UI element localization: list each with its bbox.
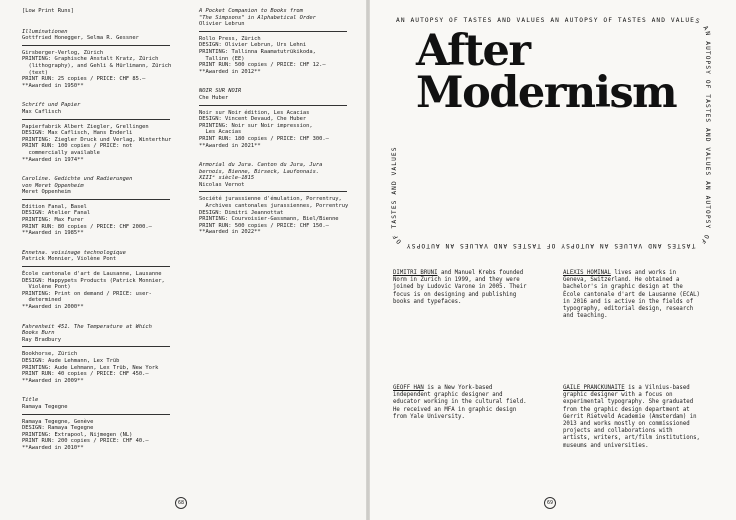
bio-3	[393, 385, 530, 421]
bio-1	[393, 270, 530, 306]
book-title-line: von Meret Oppenheim	[22, 182, 84, 189]
book-detail-line: École cantonale d'art de Lausanne, Lausanne	[22, 271, 162, 278]
book-title-line: Ennetna. voisinage technologique	[22, 249, 126, 256]
book-detail-line: PRINTING: Print on demand / PRICE: user-	[22, 290, 152, 297]
book-detail-line: Tallinn (EE)	[199, 55, 245, 62]
bio-name: GEOFF HAN	[393, 385, 424, 391]
bio-2	[563, 270, 700, 320]
book-detail-line: **Awarded in 2009**	[22, 377, 84, 384]
book-detail-line: (lithography), and Gehli & Hürlimann, Zürich	[22, 62, 172, 69]
page-title	[416, 26, 677, 118]
entry-divider	[22, 199, 170, 200]
entry-divider	[199, 191, 347, 192]
book-detail-line: DESIGN: Dimitri Jeannottat	[199, 209, 284, 216]
book-detail-line: DESIGN: Aude Lehmann, Lex Trüb	[22, 357, 120, 364]
entry-divider	[22, 266, 170, 267]
book-title-line: bernois, Bienne, Birseck, Laufonnais.	[199, 168, 320, 175]
book-entry	[22, 324, 172, 385]
book-detail-line: (text)	[22, 69, 48, 76]
entry-list-1	[22, 29, 172, 452]
book-detail-line: DESIGN: Atelier Fanal	[22, 210, 91, 217]
book-detail-line: determined	[22, 297, 61, 304]
book-detail-line: **Awarded in 1985**	[22, 230, 84, 237]
entry-divider	[22, 119, 170, 120]
bio-text: and Manuel Krebs founded Norm in Zurich in 1999, and they were joined by Ludovic Varone in 2005. Their focus is on designing and publishing books and typefaces.	[393, 270, 527, 305]
book-detail-line: PRINT RUN: 40 copies / PRICE: CHF 450.–	[22, 371, 149, 378]
book-detail-line: Noir sur Noir édition, Les Acacias	[199, 109, 310, 116]
book-author: Patrick Monnier, Violène Pont	[22, 256, 117, 263]
book-entry	[22, 102, 172, 163]
entry-divider	[22, 45, 170, 46]
page-number-right: 69	[544, 497, 556, 509]
book-detail-line: DESIGN: Olivier Lebrun, Urs Lehni	[199, 42, 307, 49]
book-detail-line: PRINTING: Graphische Anstalt Kratz, Zürich	[22, 56, 159, 63]
book-detail-line: PRINTING: Max Furer	[22, 217, 84, 224]
book-detail-line: Violène Pont)	[22, 284, 71, 291]
book-entry	[22, 176, 172, 237]
book-detail-line: DESIGN: Happypets Products (Patrick Monnier,	[22, 277, 165, 284]
bio-text: lives and works in Geneva, Switzerland. He obtained a bachelor's in graphic design at the École cantonale d'art de Lausanne (ECAL) in 2016 and is active in the fields of typography, editorial design, research and teaching.	[563, 270, 700, 320]
book-detail-line: PRINTING: Courvoisier-Gassmann, Biel/Bienne	[199, 216, 339, 223]
book-title-line: Schrift und Papier	[22, 102, 81, 109]
book-author: Meret Oppenheim	[22, 189, 71, 196]
book-detail-line: Archives cantonales jurassiennes, Porrentruy	[199, 203, 349, 210]
bio-text: is a Vilnius-based graphic designer with a focus on experimental typography. She graduated from the graphic design department at Gerrit Rietveld Academie (Amsterdam) in 2013 and works mostly on commissioned projects and collaborations with artists, writers, art/film institutions, museums and universities.	[563, 385, 700, 449]
left-column-2	[199, 8, 349, 249]
book-detail-line: Ramaya Tegegne, Genève	[22, 418, 94, 425]
entry-list-2	[199, 8, 349, 236]
right-page	[370, 0, 736, 520]
left-page	[0, 0, 366, 520]
book-author: Che Huber	[199, 94, 229, 101]
book-detail-line: PRINTING: Aude Lehmann, Lex Trüb, New York	[22, 364, 159, 371]
title-line-1: After	[416, 26, 530, 76]
entry-divider	[22, 414, 170, 415]
entry-divider	[199, 105, 347, 106]
book-detail-line: PRINT RUN: 180 copies / PRICE: CHF 300.–	[199, 135, 329, 142]
book-detail-line: **Awarded in 2022**	[199, 229, 261, 236]
book-author: Ray Bradbury	[22, 336, 61, 343]
book-title-line: Armorial du Jura. Canton du Jura, Jura	[199, 162, 323, 169]
page-number-left: 68	[175, 497, 187, 509]
book-detail-line: PRINTING: Tallinna Raamatutrükikoda,	[199, 48, 316, 55]
book-title-line: Title	[22, 397, 39, 404]
left-column-1	[22, 8, 172, 465]
book-detail-line: Bookhorse, Zürich	[22, 351, 78, 358]
book-detail-line: Les Acacias	[199, 129, 242, 136]
book-detail-line: PRINTING: Ziegler Druck und Verlag, Winterthur	[22, 136, 172, 143]
book-detail-line: PRINT RUN: 500 copies / PRICE: CHF 150.–	[199, 222, 329, 229]
book-entry	[199, 162, 349, 236]
book-detail-line: **Awarded in 2010**	[22, 444, 84, 451]
book-title-line: Fahrenheit 451. The Temperature at Which	[22, 323, 152, 330]
book-title-line: A Pocket Companion to Books from	[199, 8, 303, 14]
book-detail-line: PRINT RUN: 25 copies / PRICE: CHF 85.–	[22, 76, 146, 83]
book-detail-line: PRINT RUN: 100 copies / PRICE: not	[22, 143, 133, 150]
book-entry	[199, 88, 349, 149]
book-title-line: XIIIᵉ siècle–1815	[199, 175, 255, 182]
book-detail-line: **Awarded in 1950**	[22, 82, 84, 89]
book-author: Nicolas Vernot	[199, 181, 245, 188]
book-detail-line: PRINT RUN: 80 copies / PRICE: CHF 2000.–	[22, 223, 152, 230]
book-detail-line: commercially available	[22, 149, 100, 156]
book-detail-line: **Awarded in 2012**	[199, 68, 261, 75]
book-author: Max Caflisch	[22, 108, 61, 115]
book-author: Olivier Lebrun	[199, 21, 245, 28]
book-entry	[22, 250, 172, 311]
entry-divider	[199, 31, 347, 32]
book-title-line: Illuminationen	[22, 28, 68, 35]
book-detail-line: Papierfabrik Albert Ziegler, Grellingen	[22, 123, 149, 130]
book-detail-line: PRINT RUN: 500 copies / PRICE: CHF 12.–	[199, 62, 326, 69]
book-detail-line: DESIGN: Max Caflisch, Hans Enderli	[22, 130, 133, 137]
book-entry	[22, 397, 172, 451]
book-detail-line: PRINTING: Noir sur Noir impression,	[199, 122, 313, 129]
book-detail-line: **Awarded in 2000**	[22, 304, 84, 310]
book-detail-line: DESIGN: Vincent Devaud, Che Huber	[199, 116, 307, 123]
book-author: Gottfried Honegger, Selma R. Gessner	[22, 35, 139, 42]
book-detail-line: **Awarded in 1974**	[22, 156, 84, 163]
book-entry	[22, 29, 172, 90]
book-title-line: "The Simpsons" in Alphabetical Order	[199, 14, 316, 21]
section-header: [Low Print Runs]	[22, 8, 74, 14]
book-detail-line: Rollo Press, Zürich	[199, 35, 261, 42]
bio-name: DIMITRI BRUNI	[393, 270, 438, 276]
book-title-line: Books Burn	[22, 330, 55, 337]
book-detail-line: Société jurassienne d'émulation, Porrentruy,	[199, 196, 342, 203]
bio-text: is a New York-based independent graphic designer and educator working in the cultural field. He received an MFA in graphic design from Yale University.	[393, 385, 527, 420]
book-title-line: NOIR SUR NOIR	[199, 88, 242, 95]
frame-text: AN AUTOPSY OF TASTES AND VALUES AN AUTOPSY OF TASTES AND VALUES AN AUTOPSY OF TASTES AND VALUES AN AUTOPSY OF TASTES AND VALUES AN AUTOPSY OF TASTES AND VALUES AN AUTOPSY OF TASTES AND VALUES	[390, 16, 712, 250]
entry-divider	[22, 346, 170, 347]
bio-4	[563, 385, 700, 450]
book-detail-line: PRINT RUN: 200 copies / PRICE: CHF 40.–	[22, 438, 149, 445]
title-line-2: Modernism	[416, 68, 677, 118]
book-detail-line: PRINTING: Extrapool, Nijmegen (NL)	[22, 431, 133, 438]
book-title-line: Caroline. Gedichte und Radierungen	[22, 176, 133, 183]
book-detail-line: Edition Fanal, Basel	[22, 203, 87, 210]
book-detail-line: Girsberger-Verlog, Zürich	[22, 49, 104, 56]
book-author: Ramaya Tegegne	[22, 403, 68, 410]
book-detail-line: DESIGN: Ramaya Tegegne	[22, 425, 94, 432]
bio-name: GAILE PRANCKUNAITE	[563, 385, 625, 391]
book-entry	[199, 8, 349, 75]
bio-name: ALEXIS HOMINAL	[563, 270, 611, 276]
book-detail-line: **Awarded in 2021**	[199, 142, 261, 149]
